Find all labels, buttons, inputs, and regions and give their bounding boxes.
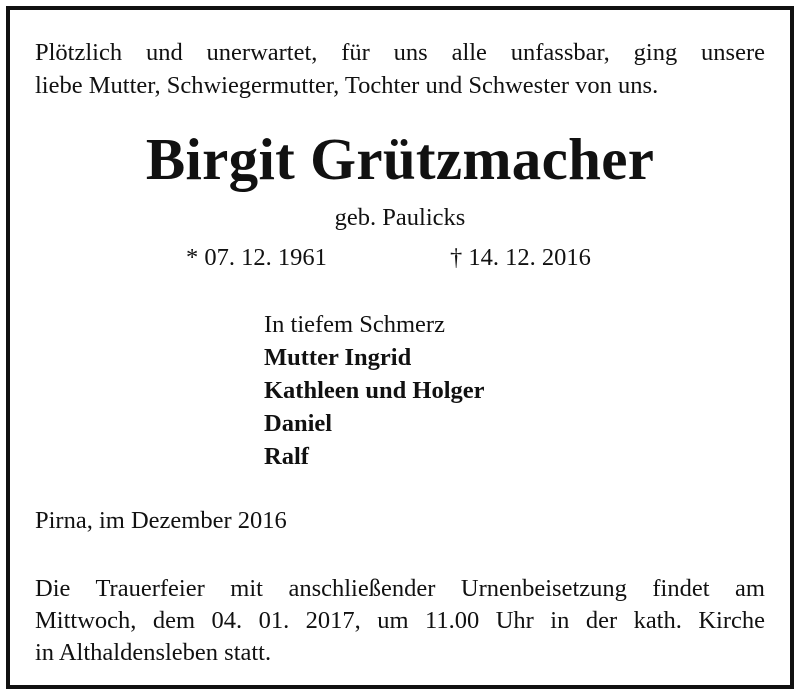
mourner-name: Mutter Ingrid	[264, 344, 412, 371]
funeral-info	[35, 573, 765, 669]
birth-date: * 07. 12. 1961	[186, 244, 327, 271]
intro-line-1: Plötzlich und unerwartet, für uns alle unfassbar, ging unsere	[35, 39, 765, 66]
birth-name: geb. Paulicks	[334, 204, 466, 231]
mourner-name: Ralf	[264, 443, 309, 470]
mourner-name: Kathleen und Holger	[264, 377, 485, 404]
funeral-line-2: Mittwoch, dem 04. 01. 2017, um 11.00 Uhr in der kath. Kirche	[35, 607, 765, 634]
deceased-name: Birgit Grützmacher	[145, 126, 655, 192]
intro-text	[35, 36, 765, 102]
funeral-line-1: Die Trauerfeier mit anschließender Urnenbeisetzung findet am	[35, 575, 765, 602]
funeral-line-3: in Althaldensleben statt.	[35, 639, 272, 666]
death-date: † 14. 12. 2016	[450, 244, 591, 271]
place-and-date: Pirna, im Dezember 2016	[35, 507, 287, 534]
mourner-name: Daniel	[264, 410, 333, 437]
obituary-notice	[6, 6, 794, 689]
intro-line-2: liebe Mutter, Schwiegermutter, Tochter und Schwester von uns.	[35, 72, 659, 99]
mourners-block	[264, 308, 485, 473]
mourners-heading: In tiefem Schmerz	[264, 311, 445, 338]
